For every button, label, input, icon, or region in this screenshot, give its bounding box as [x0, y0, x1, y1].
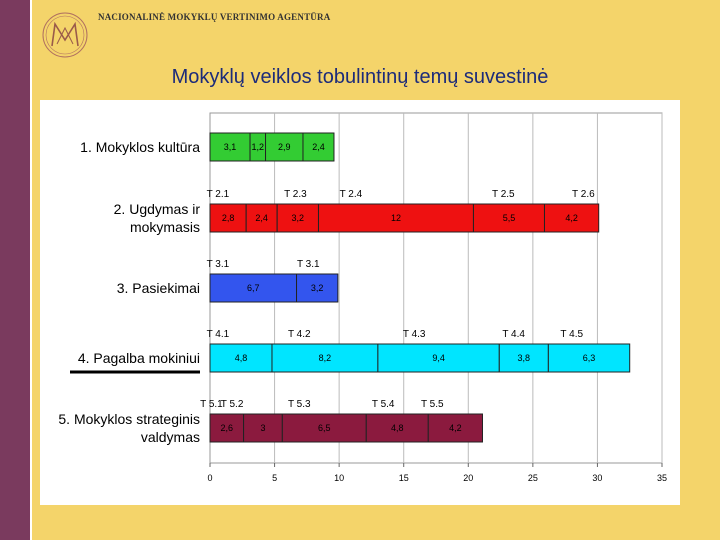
- x-tick-label: 20: [463, 473, 474, 483]
- x-tick-label: 35: [656, 473, 668, 483]
- bar-data-label: 2,4: [255, 213, 268, 223]
- topic-label: T 4.1: [206, 329, 230, 340]
- category-label: 4. Pagalba mokiniui: [77, 350, 200, 366]
- bar-data-label: 6,5: [318, 423, 331, 433]
- agency-name: NACIONALINĖ MOKYKLŲ VERTINIMO AGENTŪRA: [98, 12, 331, 22]
- slide-title: Mokyklų veiklos tobulintinų temų suvestinė: [171, 66, 549, 88]
- chart-panel: [40, 100, 680, 505]
- topic-label: T 5.5: [420, 399, 444, 410]
- bar-data-label: 1,2: [251, 142, 265, 152]
- bar-data-label: 6,7: [247, 283, 260, 293]
- agency-monogram-icon: [40, 10, 90, 60]
- bar-data-label: 3,1: [223, 142, 237, 152]
- bar-data-label: 4,8: [390, 423, 404, 433]
- x-tick-label: 30: [592, 473, 603, 483]
- category-label: valdymas: [140, 429, 200, 445]
- x-tick-label: 15: [398, 473, 409, 483]
- category-label: 5. Mokyklos strateginis: [58, 411, 200, 427]
- bar-data-label: 3,2: [310, 283, 324, 293]
- topic-label: T 5.3: [287, 399, 311, 410]
- category-label: mokymasis: [129, 219, 200, 235]
- topic-label: T 5.1: [200, 399, 223, 410]
- topic-label: T 2.3: [284, 189, 307, 200]
- topic-label: T 5.2: [220, 399, 244, 410]
- bar-data-label: 8,2: [318, 353, 332, 363]
- x-tick-label: 5: [272, 473, 278, 483]
- category-label: 2. Ugdymas ir: [113, 201, 200, 217]
- x-tick-label: 25: [527, 473, 538, 483]
- stacked-bar-chart: [40, 100, 680, 505]
- bar-data-label: 4,2: [449, 423, 462, 433]
- category-label: 1. Mokyklos kultūra: [80, 139, 200, 155]
- topic-label: T 2.5: [491, 189, 515, 200]
- topic-label: T 4.2: [287, 329, 311, 340]
- bar-data-label: 4,8: [234, 353, 248, 363]
- topic-label: T 5.4: [371, 399, 395, 410]
- category-label: 3. Pasiekimai: [116, 280, 200, 296]
- x-tick-label: 0: [207, 473, 213, 483]
- x-tick-label: 10: [334, 473, 345, 483]
- bar-data-label: 12: [390, 213, 401, 223]
- bar-data-label: 5,5: [502, 213, 516, 223]
- bar-data-label: 2,8: [221, 213, 235, 223]
- topic-label: T 4.3: [402, 329, 426, 340]
- topic-label: T 3.1: [206, 259, 230, 270]
- topic-label: T 2.1: [206, 189, 230, 200]
- bar-data-label: 2,6: [220, 423, 234, 433]
- topic-label: T 4.4: [502, 329, 525, 340]
- topic-label: T 3.1: [296, 259, 320, 270]
- bar-data-label: 2,4: [312, 142, 325, 152]
- bar-data-label: 4,2: [565, 213, 578, 223]
- bar-data-label: 6,3: [582, 353, 596, 363]
- bar-data-label: 2,9: [277, 142, 291, 152]
- bar-data-label: 3,2: [291, 213, 305, 223]
- topic-label: T 4.5: [560, 329, 584, 340]
- topic-label: T 2.4: [339, 189, 363, 200]
- bar-data-label: 9,4: [432, 353, 445, 363]
- topic-label: T 2.6: [572, 189, 595, 200]
- bar-data-label: 3: [260, 423, 266, 433]
- bar-data-label: 3,8: [517, 353, 531, 363]
